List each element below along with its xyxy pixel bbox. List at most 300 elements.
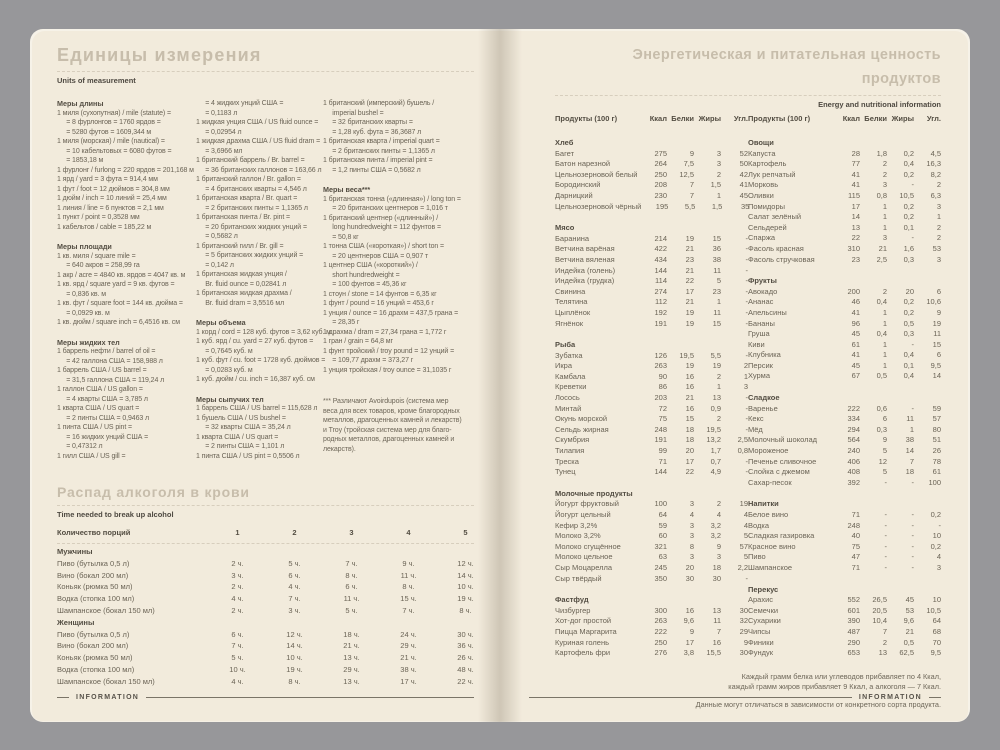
product-name: Пицца Маргарита — [555, 626, 617, 636]
nutrition-value: 61 — [851, 339, 860, 349]
hours-value: 2 ч. — [231, 582, 244, 592]
nutrition-row — [555, 234, 748, 245]
unit-section-heading: Меры длины — [57, 99, 104, 108]
nutrition-value: - — [745, 414, 748, 424]
unit-line: = 0,836 кв. м — [57, 290, 106, 298]
nutrition-value: 9 — [716, 541, 721, 551]
product-name: Бородинский — [555, 180, 601, 190]
nutrition-value: 192 — [654, 307, 667, 317]
drink-name: Шампанское (бокал 150 мл) — [57, 676, 155, 686]
unit-section-heading: Меры жидких тел — [57, 337, 120, 347]
nutrition-value: - — [911, 477, 914, 487]
product-name: Слойка с джемом — [748, 467, 810, 477]
product-name: Ветчина вяленая — [555, 254, 615, 264]
nutrition-row — [555, 180, 748, 191]
nutrition-value: 195 — [655, 201, 669, 211]
unit-line: = 28,35 г — [323, 319, 360, 326]
nutrition-row — [555, 297, 748, 308]
alcohol-row — [57, 559, 474, 571]
nutrition-value: 14 — [851, 212, 860, 222]
units-column — [57, 99, 196, 465]
nutrition-value: 264 — [654, 159, 667, 169]
hours-value: 7 ч. — [345, 558, 358, 568]
nutrition-value: 5 — [882, 446, 887, 456]
unit-line: 1 гран / grain = 64,8 мг — [323, 338, 393, 345]
unit-line: = 31,5 галлона США = 119,24 л — [57, 376, 165, 384]
nutrition-value: 126 — [654, 350, 667, 360]
product-name: Капуста — [748, 148, 776, 158]
unit-line: 1 унция тройская / troy ounce = 31,1035 г — [323, 366, 452, 374]
nutrition-section-heading: Перекус — [748, 584, 779, 594]
nutrition-section-heading: Хлеб — [555, 138, 574, 147]
nutrition-value: 250 — [654, 637, 667, 647]
nutrition-value: - — [745, 276, 748, 286]
nutrition-value: 422 — [654, 244, 667, 254]
nutrition-value: 38 — [712, 254, 721, 264]
nutrition-table-right — [748, 114, 941, 659]
nutrition-value: 1 — [882, 318, 887, 328]
nutrition-value: 35 — [740, 201, 750, 211]
alcohol-row — [57, 630, 474, 642]
nutrition-section — [748, 393, 941, 488]
nutrition-value: 0,6 — [876, 403, 887, 413]
nutrition-value: - — [745, 403, 748, 413]
nutrition-value: 10,5 — [926, 605, 941, 615]
unit-line: 1 гилл США / US gill = — [57, 452, 126, 460]
unit-line: = 36 британских галлонов = 163,66 л — [196, 166, 322, 174]
nutrition-value: 3 — [689, 531, 694, 541]
drink-name: Коньяк (рюмка 50 мл) — [57, 653, 133, 663]
nutrition-value: 9,5 — [930, 360, 941, 370]
nutrition-value: 41 — [851, 169, 860, 179]
product-name: Сельдь жирная — [555, 424, 609, 434]
nutrition-row — [748, 191, 941, 202]
alcohol-group-label: Женщины — [57, 617, 95, 627]
nutrition-value: 15 — [932, 339, 941, 349]
units-page-title: Единицы измерения — [57, 45, 262, 65]
alcohol-row — [57, 582, 474, 594]
unit-line: 1 британский галлон / Br. gallon = — [196, 176, 301, 183]
nutrition-value: - — [884, 552, 887, 562]
nutrition-value: 222 — [847, 403, 860, 413]
nutrition-value: 276 — [654, 648, 667, 658]
nutrition-value: 5 — [716, 276, 721, 286]
nutrition-value: 75 — [658, 414, 667, 424]
product-name: Чипсы — [748, 626, 771, 636]
nutrition-value: 0,2 — [930, 510, 941, 519]
product-name: Лук репчатый — [748, 169, 796, 179]
nutrition-value: 2 — [743, 361, 748, 371]
nutrition-value: 11 — [713, 307, 721, 317]
product-name: Фасоль стручковая — [748, 254, 815, 264]
page-footer-right — [529, 694, 941, 701]
nutrition-row — [748, 361, 941, 372]
nutrition-value: 2 — [882, 286, 887, 296]
nutrition-value: 15,5 — [706, 648, 721, 658]
nutrition-value: - — [745, 318, 748, 328]
nutrition-value: 392 — [847, 477, 860, 487]
nutrition-row — [748, 648, 941, 659]
hours-value: 8 ч. — [288, 676, 301, 686]
nutrition-row — [555, 266, 748, 277]
nutrition-value: 16 — [685, 605, 694, 615]
nutrition-value: 3 — [743, 382, 748, 392]
product-name: Чизбургер — [555, 605, 591, 615]
product-name: Сыр твёрдый — [555, 573, 602, 583]
nutrition-value: 19,5 — [706, 424, 721, 434]
alcohol-row — [57, 594, 474, 606]
unit-line: 1 кв. дюйм / square inch = 6,4516 кв. см — [57, 319, 180, 326]
nutrition-row — [555, 382, 748, 393]
nutrition-value: - — [884, 541, 887, 551]
nutrition-value: 26 — [932, 446, 941, 456]
nutrition-row — [748, 467, 941, 478]
nutrition-value: 29 — [739, 626, 748, 636]
nutrition-row — [748, 308, 941, 319]
hours-value: 29 ч. — [400, 641, 417, 651]
nutrition-section-heading: Сладкое — [748, 393, 780, 403]
unit-line: = 100 фунтов = 45,36 кг — [323, 281, 407, 288]
nutrition-value: 47 — [851, 552, 860, 562]
unit-line: = 2 пинты США = 1,101 л — [196, 443, 285, 450]
nutrition-value: - — [884, 531, 887, 541]
note-line: Каждый грамм белка или углеводов прибавляет по 4 Ккал, — [741, 671, 941, 681]
nutrition-section — [748, 276, 941, 382]
unit-line: 1 кварта США / US quart = — [196, 433, 279, 441]
nutrition-value: 3,8 — [683, 648, 694, 658]
nutrition-value: 64 — [932, 616, 941, 626]
nutrition-value: 45 — [851, 329, 860, 339]
footer-label: INFORMATION — [76, 694, 140, 701]
nutrition-value: 7 — [882, 626, 887, 636]
nutrition-value: 77 — [851, 159, 860, 169]
nutrition-value: 334 — [847, 414, 860, 424]
nutrition-row — [748, 287, 941, 298]
nutrition-value: 28 — [851, 148, 860, 158]
nutrition-row — [748, 212, 941, 223]
note-variation: Данные могут отличаться в зависимости от конкретного сорта продукта. — [695, 699, 941, 709]
nutrition-value: 14 — [905, 446, 914, 456]
product-name: Тунец — [555, 467, 576, 477]
unit-line: 1 линия / line = 6 пунктов = 2,1 мм — [57, 204, 164, 212]
nutrition-value: 214 — [654, 233, 667, 243]
nutrition-value: - — [911, 562, 914, 572]
product-name: Бананы — [748, 318, 775, 328]
nutrition-value: 6 — [936, 286, 941, 296]
nutrition-value: 12 — [878, 456, 887, 466]
nutrition-row — [748, 414, 941, 425]
hours-value: 11 ч. — [400, 570, 417, 580]
nutrition-row — [555, 319, 748, 330]
nutrition-row — [748, 542, 941, 553]
nutrition-value: 250 — [654, 169, 667, 179]
nutrition-row — [748, 595, 941, 606]
nutrition-value: 552 — [847, 595, 860, 605]
nutrition-value: 21 — [685, 265, 694, 275]
unit-line: 1 британская кварта / imperial quart = — [323, 138, 440, 145]
nutrition-row — [555, 627, 748, 638]
unit-line: 1 пункт / point = 0,3528 мм — [57, 214, 140, 221]
product-name: Клубника — [748, 350, 781, 360]
unit-block — [323, 99, 474, 175]
unit-line: = 4 кварты США = 3,785 л — [57, 395, 148, 403]
nutrition-value: 0,3 — [903, 329, 914, 339]
nutrition-value: - — [745, 265, 748, 275]
note-line: каждый грамм жиров прибавляет 9 Ккал, а алкоголя — 7 Ккал. — [728, 681, 941, 691]
drink-name: Коньяк (рюмка 50 мл) — [57, 582, 133, 592]
nutrition-value: 53 — [932, 243, 941, 253]
unit-line: 1 дюйм / inch = 10 линий = 25,4 мм — [57, 195, 167, 202]
nutrition-value: 16,3 — [926, 159, 941, 169]
unit-block — [323, 185, 474, 375]
portion-count: 1 — [235, 528, 240, 537]
product-name: Сыр Моцарелла — [555, 562, 613, 572]
nutrition-value: 0,3 — [876, 424, 887, 434]
nutrition-value: 6 — [882, 414, 887, 424]
unit-line: 1 кв. фут / square foot = 144 кв. дюйма = — [57, 300, 183, 307]
product-name: Спаржа — [748, 233, 776, 243]
product-name: Шампанское — [748, 562, 793, 572]
nutrition-value: 1 — [882, 222, 887, 232]
nutrition-value: 40 — [851, 531, 860, 541]
units-column — [323, 99, 474, 465]
nutrition-row — [555, 159, 748, 170]
hours-value: 19 ч. — [286, 664, 303, 674]
product-name: Куриная голень — [555, 637, 610, 647]
drink-name: Шампанское (бокал 150 мл) — [57, 605, 155, 615]
nutrition-value: 16 — [685, 371, 694, 381]
nutrition-value: 8,2 — [930, 169, 941, 179]
column-header: Жиры — [891, 114, 914, 123]
nutrition-row — [748, 425, 941, 436]
drink-name: Пиво (бутылка 0,5 л) — [57, 558, 130, 568]
nutrition-row — [555, 510, 748, 521]
alcohol-title-rule — [57, 505, 474, 506]
nutrition-row — [748, 638, 941, 649]
nutrition-value: - — [745, 393, 748, 403]
nutrition-value: 0,4 — [903, 371, 914, 381]
unit-line: = 0,0283 куб. м — [196, 366, 253, 374]
unit-line: = 1,28 куб. фута = 36,3687 л — [323, 128, 422, 136]
nutrition-row — [555, 149, 748, 160]
nutrition-value: 32 — [739, 616, 748, 626]
unit-line: 1 тонна США («короткая») / short ton = — [323, 243, 445, 250]
hours-value: 4 ч. — [231, 594, 244, 604]
units-footnote — [323, 397, 474, 454]
unit-line: 1 ярд / yard = 3 фута = 914,4 мм — [57, 176, 158, 183]
unit-line: = 0,1183 л — [196, 109, 238, 117]
hours-value: 10 ч. — [457, 582, 474, 592]
unit-line: = 2 британских пинты = 1,1365 л — [196, 204, 308, 212]
hours-value: 48 ч. — [457, 664, 474, 674]
unit-line: 1 британская кварта / Br. quart = — [196, 195, 298, 202]
nutrition-header-row — [555, 114, 748, 127]
hours-value: 4 ч. — [231, 676, 244, 686]
hours-value: 8 ч. — [459, 605, 472, 615]
nutrition-row — [748, 404, 941, 415]
unit-line: = 16 жидких унций США = — [57, 433, 149, 441]
nutrition-value: 0,4 — [903, 350, 914, 360]
unit-line: = 0,7645 куб. м — [196, 347, 253, 355]
nutrition-value: 10 — [932, 595, 941, 605]
unit-line: = 0,47312 л — [57, 443, 103, 450]
nutrition-value: 0,1 — [903, 360, 914, 370]
unit-line: 1 британская пинта / Br. pint = — [196, 214, 291, 221]
nutrition-value: 4,5 — [930, 148, 941, 158]
nutrition-row — [555, 499, 748, 510]
nutrition-value: 0,1 — [903, 222, 914, 232]
nutrition-row — [748, 170, 941, 181]
nutrition-value: 191 — [654, 318, 667, 328]
nutrition-value: 45 — [739, 190, 748, 200]
nutrition-value: 1 — [716, 382, 721, 392]
nutrition-value: 17 — [685, 637, 694, 647]
unit-block — [57, 99, 196, 232]
unit-line: 1 кв. ярд / square yard = 9 кв. футов = — [57, 281, 175, 288]
hours-value: 3 ч. — [231, 570, 244, 580]
nutrition-section-heading: Молочные продукты — [555, 488, 633, 498]
nutrition-row — [748, 159, 941, 170]
hours-value: 10 ч. — [286, 653, 303, 663]
nutrition-row — [555, 308, 748, 319]
nutrition-value: 10,5 — [899, 190, 914, 200]
nutrition-value: 20 — [685, 562, 694, 572]
nutrition-value: 42 — [739, 169, 748, 179]
page-left — [30, 29, 500, 722]
nutrition-value: 200 — [847, 286, 860, 296]
nutrition-value: 9 — [936, 307, 941, 317]
page-left-content — [30, 29, 500, 722]
nutrition-value: 2 — [936, 233, 941, 243]
hours-value: 14 ч. — [286, 641, 303, 651]
nutrition-section-heading: Овощи — [748, 138, 774, 147]
product-name: Цыплёнок — [555, 307, 591, 317]
alcohol-row — [57, 571, 474, 583]
nutrition-page-title: Энергетическая и питательная ценность продуктов — [632, 47, 941, 87]
nutrition-row — [555, 425, 748, 436]
hours-value: 13 ч. — [343, 653, 360, 663]
nutrition-value: 41 — [851, 307, 860, 317]
unit-line: 1 баррель нефти / barrel of oil = — [57, 348, 156, 355]
nutrition-value: - — [745, 456, 748, 466]
unit-line: 1 британский баррель / Br. barrel = — [196, 157, 305, 164]
product-name: Фундук — [748, 648, 774, 658]
nutrition-value: 13,2 — [706, 435, 721, 445]
nutrition-value: 19 — [685, 233, 694, 243]
nutrition-value: 30 — [685, 573, 694, 583]
unit-line: 1 британская жидкая унция / — [196, 271, 287, 278]
hours-value: 13 ч. — [343, 676, 360, 686]
nutrition-value: - — [911, 339, 914, 349]
nutrition-value: 1 — [882, 307, 887, 317]
unit-line: = 20 британских центнеров = 1,016 т — [323, 205, 448, 212]
nutrition-value: 3 — [716, 552, 721, 562]
unit-line: 1 британская пинта / imperial pint = — [323, 157, 433, 164]
product-name: Груша — [748, 329, 770, 339]
nutrition-value: 3 — [882, 180, 887, 190]
hours-value: 30 ч. — [457, 629, 474, 639]
product-name: Семечки — [748, 605, 779, 615]
portions-label: Количество порций — [57, 528, 131, 537]
product-name: Лосось — [555, 393, 580, 403]
nutrition-row — [748, 478, 941, 489]
nutrition-value: 0,4 — [903, 159, 914, 169]
nutrition-value: - — [745, 286, 748, 296]
nutrition-row — [555, 648, 748, 659]
nutrition-row — [748, 180, 941, 191]
nutrition-value: 0,2 — [903, 169, 914, 179]
nutrition-value: 144 — [654, 467, 667, 477]
unit-line: = 4 британских кварты = 4,546 л — [196, 185, 307, 193]
nutrition-value: 9 — [689, 626, 694, 636]
nutrition-value: 4 — [936, 552, 941, 562]
nutrition-value: 487 — [847, 626, 860, 636]
alcohol-row — [57, 677, 474, 689]
unit-line: 1 жидкая унция США / US fluid ounce = — [196, 119, 319, 126]
footer-tick — [57, 697, 69, 698]
hours-value: 11 ч. — [343, 594, 360, 604]
nutrition-value: 3 — [689, 499, 694, 509]
nutrition-row — [555, 414, 748, 425]
nutrition-value: 11 — [933, 329, 941, 339]
title-rule — [555, 95, 941, 96]
nutrition-value: 13 — [878, 648, 887, 658]
alcohol-row — [57, 641, 474, 653]
nutrition-row — [748, 340, 941, 351]
nutrition-value: 275 — [654, 148, 667, 158]
nutrition-value: 7 — [689, 180, 694, 190]
alcohol-group-row — [57, 547, 474, 559]
product-name: Печенье сливочное — [748, 456, 817, 466]
nutrition-value: 21 — [685, 297, 694, 307]
alcohol-row — [57, 606, 474, 618]
nutrition-value: 72 — [658, 403, 667, 413]
nutrition-row — [555, 393, 748, 404]
nutrition-value: 248 — [654, 424, 667, 434]
unit-line: 1 жидкая драхма США / US fluid dram = — [196, 138, 321, 145]
nutrition-value: 3 — [936, 562, 941, 572]
nutrition-value: 75 — [851, 541, 860, 551]
nutrition-value: 21 — [878, 243, 887, 253]
footer-tick — [929, 697, 941, 698]
unit-line: = 20 британских жидких унций = — [196, 223, 307, 231]
unit-line: 1 баррель США / US barrel = 115,628 л — [196, 405, 318, 412]
nutrition-value: 99 — [658, 446, 667, 456]
nutrition-value: 263 — [654, 361, 667, 371]
nutrition-value: 90 — [658, 371, 667, 381]
nutrition-value: - — [745, 244, 748, 254]
nutrition-value: 71 — [851, 510, 860, 519]
nutrition-notes — [555, 672, 941, 710]
unit-line: 1 фунт / pound = 16 унций = 453,6 г — [323, 300, 434, 307]
unit-line: = 4 жидких унций США = — [196, 100, 284, 107]
nutrition-value: 63 — [658, 552, 667, 562]
nutrition-value: 5,5 — [710, 350, 721, 360]
nutrition-section — [748, 585, 941, 659]
hours-value: 12 ч. — [457, 558, 474, 568]
column-header: Белки — [671, 114, 694, 123]
nutrition-value: 19,5 — [679, 350, 694, 360]
nutrition-value: 36 — [712, 244, 721, 254]
nutrition-value: 5 — [743, 531, 748, 541]
unit-line: 1 пинта США / US pint = 0,5506 л — [196, 452, 300, 460]
product-name: Варенье — [748, 403, 778, 413]
hours-value: 3 ч. — [288, 605, 301, 615]
unit-line: = 2 британских пинты = 1,1365 л — [323, 147, 435, 155]
nutrition-row — [555, 457, 748, 468]
nutrition-value: 30 — [712, 573, 721, 583]
nutrition-value: 71 — [658, 456, 667, 466]
